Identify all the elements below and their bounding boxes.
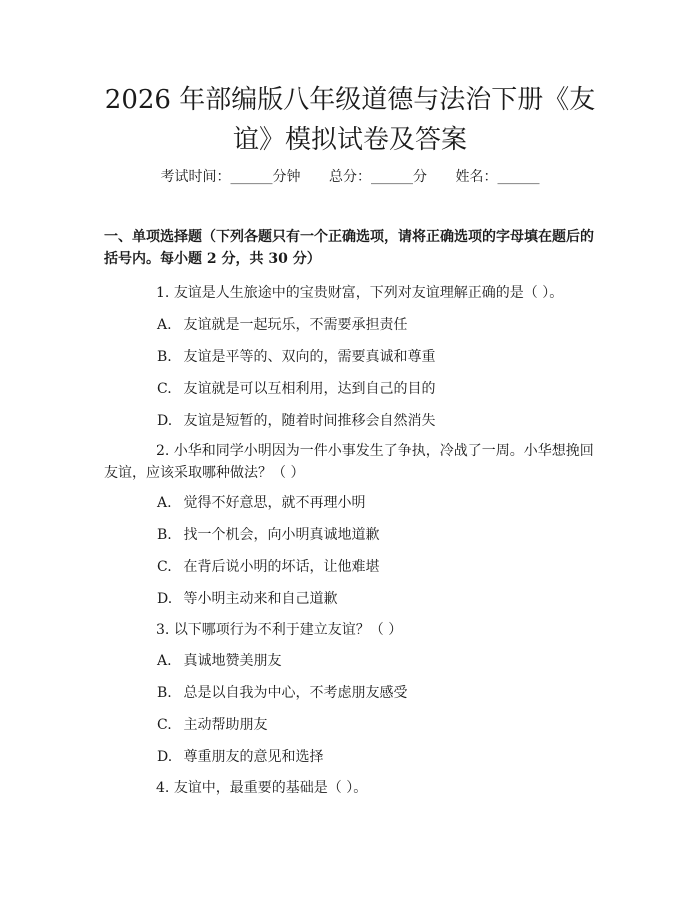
question-text: 小华和同学小明因为一件小事发生了争执，冷战了一周。小华想挽回友谊，应该采取哪种做法？（ ） — [104, 443, 594, 481]
option-letter: C. — [157, 381, 172, 397]
exam-time-field: 考试时间：______分钟 — [160, 169, 301, 185]
option-3a — [157, 650, 597, 672]
total-score-field: 总分：______分 — [329, 169, 427, 185]
option-text: 友谊是平等的、双向的，需要真诚和尊重 — [183, 349, 436, 365]
option-text: 尊重朋友的意见和选择 — [183, 749, 324, 765]
exam-meta — [0, 166, 700, 188]
option-letter: A. — [157, 317, 172, 333]
question-1 — [104, 282, 600, 304]
question-text: 以下哪项行为不利于建立友谊？（ ） — [173, 622, 403, 638]
option-1c — [157, 378, 597, 400]
question-number: 4. — [156, 780, 170, 796]
option-letter: C. — [157, 559, 172, 575]
option-text: 觉得不好意思，就不再理小明 — [183, 495, 366, 511]
option-letter: B. — [157, 527, 172, 543]
question-number: 3. — [156, 622, 170, 638]
option-1b — [157, 346, 597, 368]
option-2c — [157, 556, 597, 578]
option-text: 总是以自我为中心，不考虑朋友感受 — [183, 685, 408, 701]
option-1a — [157, 314, 597, 336]
option-text: 友谊就是可以互相利用，达到自己的目的 — [183, 381, 436, 397]
option-text: 友谊是短暂的，随着时间推移会自然消失 — [183, 413, 436, 429]
section-heading: 一、单项选择题（下列各题只有一个正确选项，请将正确选项的字母填在题后的括号内。每小题 2 分，共 30 分） — [104, 229, 594, 267]
option-letter: A. — [157, 495, 172, 511]
question-text: 友谊中，最重要的基础是（ ）。 — [173, 780, 368, 796]
option-3d — [157, 746, 597, 768]
option-text: 等小明主动来和自己道歉 — [183, 591, 338, 607]
option-letter: B. — [157, 685, 172, 701]
question-text: 友谊是人生旅途中的宝贵财富，下列对友谊理解正确的是（ ）。 — [173, 285, 564, 301]
question-4 — [104, 777, 600, 799]
option-2a — [157, 492, 597, 514]
student-name-field: 姓名：______ — [455, 169, 540, 185]
question-2 — [104, 440, 600, 484]
option-letter: C. — [157, 717, 172, 733]
option-text: 真诚地赞美朋友 — [183, 653, 282, 669]
option-letter: B. — [157, 349, 172, 365]
option-text: 在背后说小明的坏话，让他难堪 — [183, 559, 380, 575]
option-3c — [157, 714, 597, 736]
option-2b — [157, 524, 597, 546]
option-letter: D. — [157, 413, 173, 429]
question-number: 1. — [156, 285, 170, 301]
option-3b — [157, 682, 597, 704]
option-text: 主动帮助朋友 — [183, 717, 268, 733]
option-2d — [157, 588, 597, 610]
option-letter: D. — [157, 749, 173, 765]
page-title: 2026 年部编版八年级道德与法治下册《友谊》模拟试卷及答案 — [104, 85, 596, 155]
option-text: 友谊就是一起玩乐，不需要承担责任 — [183, 317, 408, 333]
question-3 — [104, 619, 600, 641]
option-letter: D. — [157, 591, 173, 607]
option-text: 找一个机会，向小明真诚地道歉 — [183, 527, 380, 543]
question-number: 2. — [156, 443, 170, 459]
option-letter: A. — [157, 653, 172, 669]
option-1d — [157, 410, 597, 432]
